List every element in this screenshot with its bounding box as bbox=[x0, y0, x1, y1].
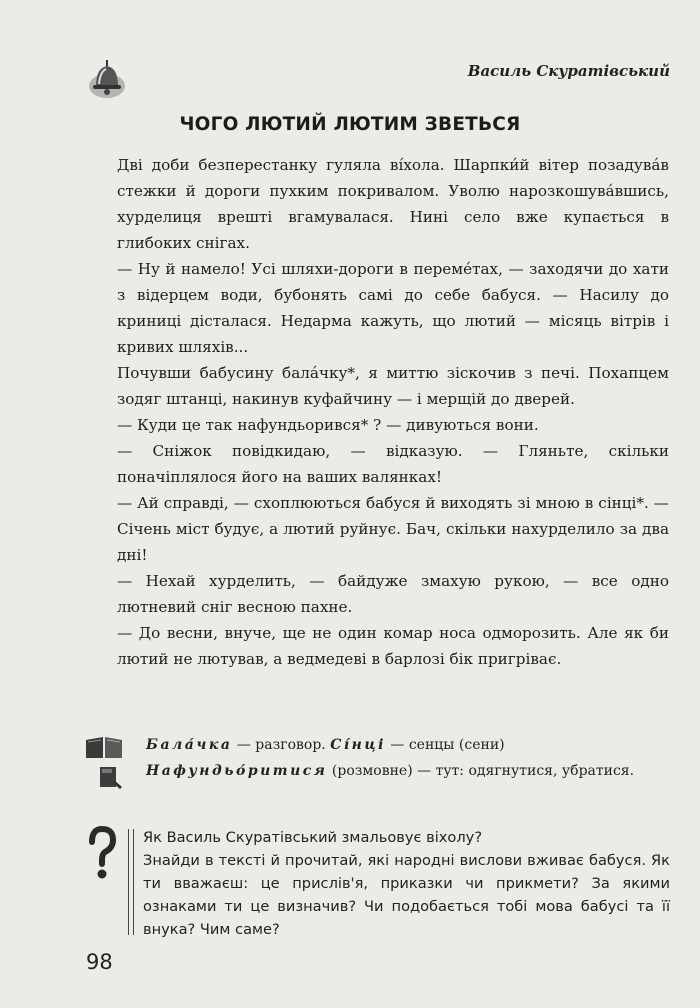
story-paragraph: — Нехай хурделить, — байдуже змахую рукою, — все одно лютневий сніг весною пахне. bbox=[117, 572, 669, 616]
glossary-term: Сі́нці bbox=[330, 737, 386, 753]
glossary-line bbox=[146, 732, 669, 758]
story-paragraph: — Куди це так нафундьорився* ? — дивуються вони. bbox=[117, 416, 539, 434]
questions-block bbox=[143, 826, 670, 941]
glossary-term: Бала́чка bbox=[146, 737, 233, 753]
author-name: Василь Скуратівський bbox=[467, 62, 670, 80]
story-paragraph: — Ай справді, — схоплюються бабуся й виходять зі мною в сінці*. — Січень міст будує, а лютий руйнує. Бач, скільки нахурделило за два дні! bbox=[117, 494, 669, 564]
glossary bbox=[146, 732, 669, 784]
page-title: ЧОГО ЛЮТИЙ ЛЮТИМ ЗВЕТЬСЯ bbox=[179, 114, 521, 135]
story-text bbox=[117, 152, 669, 672]
glossary-definition: (розмовне) — тут: одягнутися, убратися. bbox=[331, 763, 635, 779]
questions-divider bbox=[128, 829, 134, 935]
story-paragraph: — Ну й намело! Усі шляхи-дороги в переме́тах, — заходячи до хати з відерцем води, бубонять самі до себе бабуся. — Насилу до криниці дісталася. Недарма кажуть, що лютий — місяць вітрів і кривих шляхів... bbox=[117, 260, 669, 356]
notebook-icon bbox=[97, 764, 123, 790]
story-paragraph: Дві доби безперестанку гуляла ві́хола. Шарпки́й вітер позадува́в стежки й дороги пухким покривалом. Уволю нарозкошува́вшись, хурделиця врешті вгамувалася. Нині село вже купається в глибоких снігах. bbox=[117, 156, 669, 252]
glossary-definition: — разговор. bbox=[236, 737, 326, 753]
question-mark-icon bbox=[88, 826, 116, 882]
glossary-line bbox=[146, 758, 669, 784]
bell-icon bbox=[84, 56, 130, 102]
question-item: Знайди в тексті й прочитай, які народні вислови вживає бабуся. Як ти вважаєш: це прислів'я, приказки чи прикмети? За якими ознаками ти це визначив? Чи подобається тобі мова бабусі та її внука? Чим саме? bbox=[143, 852, 670, 938]
story-paragraph: — Сніжок повідкидаю, — відказую. — Гляньте, скільки поначіплялося його на ваших валянках! bbox=[117, 442, 669, 486]
glossary-definition: — сенцы (сени) bbox=[390, 737, 505, 753]
story-paragraph: — До весни, внуче, ще не один комар носа одморозить. Але як би лютий не лютував, а ведмедеві в барлозі бік пригріває. bbox=[117, 624, 669, 668]
glossary-term: Нафундьо́ритися bbox=[146, 763, 328, 779]
story-paragraph: Почувши бабусину бала́чку*, я миттю зіскочив з печі. Похапцем зодяг штанці, накинув куфайчину — і мерщій до дверей. bbox=[117, 364, 669, 408]
question-item: Як Василь Скуратівський змальовує віхолу? bbox=[143, 829, 483, 846]
open-book-icon bbox=[84, 734, 124, 760]
page-number: 98 bbox=[86, 950, 113, 974]
